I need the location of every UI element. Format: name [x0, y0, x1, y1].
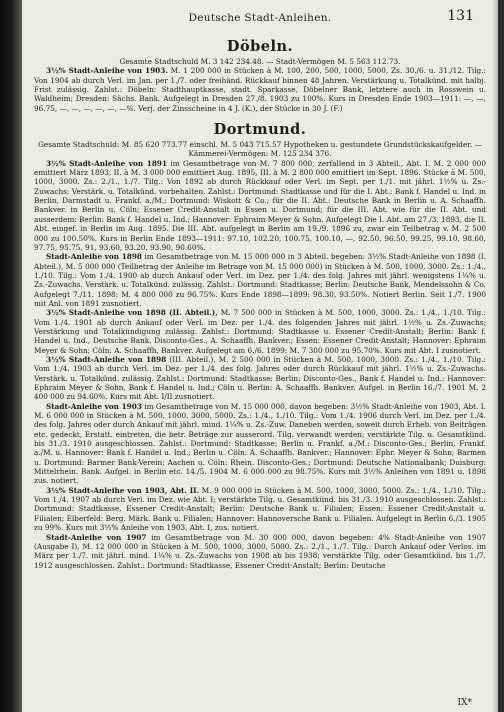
- loan-title: 3½% Stadt-Anleihe von 1898 (II. Abteil.),: [46, 308, 218, 318]
- dortmund-loan-paragraph: [34, 252, 486, 308]
- page-number: 131: [447, 8, 474, 24]
- loan-text: M. 7 500 000 in Stücken à M. 500, 1000, 3000. Zs.: 1./4., 1./10. Tilg.: Vom 1./4. 1901 ab durch Ankauf oder Verl. im Dez. per 1./4. des folgenden Jahres mit jährl. 1½% u. Zs.-Zuwachs; Verstärkung und Totalkündigung zulässig. Zahlst.: Dortmund: Stadtkasse u. Essener Credit-Anstalt; Berlin: Bank f. Handel u. Ind., Deutsche Bank, Disconto-Ges., A. Schaaffh. Bankver.; Essen: Essener Credit-Anstalt; Hannover: Ephraim Meyer & Sohn; Cöln: A. Schaaffh. Bankver. Aufgelegt am 6./6. 1899: M. 7 300 000 zu 95.70%. Kurs mit Abt. I zusnotiert.: [34, 308, 486, 355]
- page-edge-shadow: [492, 0, 498, 712]
- doebeln-summary: Gesamte Stadtschuld M. 3 142 234.48. — Stadt-Vermögen M. 5 563 112.73.: [119, 57, 401, 66]
- loan-title: 3½% Stadt-Anleihe von 1898: [46, 354, 167, 364]
- loan-text: im Gesamtbetrage von M. 15 000 000, davon begeben: 3½% Stadt-Anleihe von 1903, Abt. I. M. 6 000 000 in Stücken à M. 500, 1000, 3000, 5000. Zs.: 1./4., 1./10. Tilg.: Vom 1./4. 1906 durch Verl. im Dez. per 1./4. des folg. Jahres oder durch Ankauf mit jährl. mind. 1¼% u. Zs.-Zuw. Daneben werden, soweit durch Erheb. von Beiträgen etc. gedeckt, Erstatt. eintreten, die betr. Beträge zur ausserord. Tilg. verwandt werden; verstärkte Tilg. u. Gesamtkünd. bis 31./3. 1910 ausgeschlossen. Zahlst.: Dortmund: Stadtkasse; Berlin u. Frankf. a./M.: Disconto-Ges.; Berlin, Frankf. a./M. u. Hannover: Bank f. Handel u. Ind.; Berlin u. Cöln: A. Schaaffh. Bankver.; Hannover: Ephr. Meyer & Sohn; Barmen u. Dortmund: Barmer Bank-Verein; Aachen u. Cöln: Rhein. Disconto-Ges.; Dortmund: Deutsche Nationalbank; Duisburg: Mittelrhein. Bank. Aufgel. in Berlin etc. 14./5. 1904 M. 6 000 000 zu 98.75%. Kurs mit 3½% Anleihen von 1891 u. 1898 zus. notiert.: [34, 401, 486, 486]
- loan-text: im Gesamtbetrage von M. 30 000 000, davon begeben: 4% Stadt-Anleihe von 1907 (Ausgabe I), M. 12 000 000 in Stücken à M. 500, 1000, 3000, 5000. Zs.: 2./1., 1./7. Tilg.: Durch Ankauf oder Verlos. im März per 1./7. mit jährl. mind. 1¼% u. Zs.-Zuwachs von 1908 ab bis 1938; verstärkte Tilg. oder Gesamtkünd. bis 1./7. 1912 ausgeschlossen. Zahlst.: Dortmund: Stadtkasse, Essener Credit-Anstalt; Berlin: Deutsche: [34, 532, 486, 570]
- book-spine-shadow: [0, 0, 22, 712]
- doebeln-loan-paragraph: [34, 66, 486, 113]
- page-content: [34, 38, 486, 570]
- loan-text: im Gesamtbetrage von M. 7 800 000, zerfallend in 3 Abteil., Abt. I. M. 2 000 000 emittiert März 1893, II. à M. 3 000 000 emittiert Aug. 1895, III. à M. 2 800 000 emittiert im Sept. 1896. Stücke à M. 500, 1000, 3000. Zs.: 2./1., 1./7. Tilg.: Von 1892 ab durch Rückkauf oder Verl. im Sept. per 1./1. mit jährl. 1½% u. Zs.-Zuwachs; Verstärk. u. Totalkünd. vorbehalten. Zahlst.: Dortmund: Stadtkasse und für die I. Abt.: Bank f. Handel u. Ind. in Berlin, Darmstadt u. Frankf. a./M.; Dortmund: Wiskott & Co.; für die II. Abt.: Deutsche Bank in Berlin u. A. Schaaffh. Bankver. in Berlin u. Cöln; Essener Credit-Anstalt in Essen u. Dortmund; für die III. Abt. wie für die II. Abt. und ausserdem: Berlin: Bank f. Handel u. Ind.; Hannover: Ephraim Meyer & Sohn. Aufgelegt Die I. Abt. am 27./3. 1893, die II. Abt. eingef. in Berlin im Aug. 1895. Die III. Abt. aufgelegt in Berlin am 19./9. 1896 zu, zwar ein Teilbetrag v. M. 2 500 000 zu 100.50%. Kurs in Berlin Ende 1893—1911: 97.10, 102.20, 100.75, 100.10, —, 92.50, 96.50, 99.25, 99.10, 98.60, 97.75, 95.75, 91, 93.60, 93.20, 93.90, 90.60%.: [34, 158, 486, 252]
- loan-title: Stadt-Anleihe von 1898: [46, 252, 143, 262]
- printer-signature: IX*: [457, 698, 472, 708]
- loan-text: M. 9 000 000 in Stücken à M. 500, 1000, 3000, 5000. Zs.: 1./4., 1./10. Tilg.: Vom 1./4. 1907 ab durch Verl. im Dez. wie Abt. I; verstärkte Tilg. u. Gesamtkünd. bis 31./3. 1910 ausgeschlossen. Zahlst.: Dortmund: Stadtkasse, Essener Credit-Anstalt; Berlin: Deutsche Bank u. Filialen; Essen: Essener Credit-Anstalt u. Filialen; Elberfeld: Berg. Märk. Bank u. Filialen; Hannover: Hannoversche Bank u. Filialen. Aufgelegt in Berlin 6./3. 1905 zu 99%. Kurs mit 3½% Anleihe von 1903, Abt. I, zus. notiert.: [34, 485, 486, 533]
- doebeln-loan-title: 3½% Stadt-Anleihe von 1903.: [46, 66, 168, 76]
- dortmund-loan-paragraph: [34, 402, 486, 486]
- loan-text: im Gesamtbetrage von M. 15 000 000 in 3 Abteil. begeben: 3½% Stadt-Anleihe von 1898 (I. Abteil.), M. 5 000 000 (Teilbetrag der Anleihe im Betrage von M. 15 000 000) in Stücken à M. 500, 1000, 3000. Zs.: 1./4., 1./10. Tilg.: Vom 1./4. 1900 ab durch Ankauf oder Verl. im Dez. per 1./4. des folg. Jahres mit jährl. wenigstens 1¼% u. Zs.-Zuwachs. Verstärk. u. Totalkünd. zulässig. Zahlst.: Dortmund: Stadtkasse; Berlin: Deutsche Bank, Mendelssohn & Co. Aufgelegt 7./11. 1898: M. 4 800 000 zu 96.75%. Kurs Ende 1898—1899: 98.30, 93.50%. Notiert Berlin. Seit 1./7. 1900 mit Anl. von 1891 zusnotiert.: [34, 252, 486, 308]
- loan-title: Stadt-Anleihe von 1907: [46, 532, 147, 542]
- dortmund-summary: Gesamte Stadtschuld: M. 85 620 773.77 einschl. M. 5 043 715.57 Hypotheken u. gestundete Grundstückskaufgelder. — Kämmerei-Vermögen: M. 125 234 376.: [38, 140, 482, 159]
- dortmund-loan-paragraph: [34, 159, 486, 252]
- dortmund-loan-paragraph: [34, 308, 486, 355]
- section-heading-doebeln: Döbeln.: [226, 38, 294, 55]
- loan-title: 3½% Stadt-Anleihe von 1891: [46, 158, 168, 168]
- loan-title: 3½% Stadt-Anleihe von 1903, Abt. II.: [46, 485, 200, 495]
- doebeln-loan-text: M. 1 200 000 in Stücken à M. 100, 200, 500, 1000, 5000, Zs. 30./6. u. 31./12. Tilg.: Von 1904 ab durch Verl. im Jan. per 1./7. oder freihänd. Rückkauf binnen 48 Jahren. Verstärkung u. Totalkünd. mit halbj. Frist zulässig. Zahlst.: Döbeln: Stadthauptkasse, stadt. Sparkasse, Döbelner Bank, letztere auch in Rosswein u. Waldheim; Dresden: Sächs. Bank. Aufgelegt in Dresden 27./8. 1903 zu 100%. Kurs in Dresden Ende 1903—1911: —, —, 96.75, —, —, —, —, —, —%. Verj. der Zinsscheine in 4 J. (K.), der Stücke in 30 J. (F.): [34, 66, 486, 113]
- book-page: [22, 0, 498, 712]
- running-head-title: Deutsche Stadt-Anleihen.: [188, 12, 332, 24]
- dortmund-loan-paragraph: [34, 486, 486, 533]
- loan-text: (III. Abteil.), M. 2 500 000 in Stücken à M. 500, 1000, 3000. Zs.: 1./4., 1./10. Tilg.: Vom 1./4. 1903 ab durch Verl. im Dez. per 1./4. des folg. Jahres oder durch Rückkauf mit jährl. 1½% u. Zs.-Zuwachs. Verstärk. u. Totalkünd. zulässig. Zahlst.: Dortmund: Stadtkasse; Berlin: Disconto-Ges., Bank f. Handel u. Ind.; Hannover: Ephraim Meyer & Sohn, Bank f. Handel u. Ind.; Cöln u. Berlin: A. Schaaffh. Bankver. Aufgel. in Berlin 16./7. 1901 M. 2 400 000 zu 94.60%. Kurs mit Abt. I/II zusnotiert.: [34, 354, 487, 402]
- loan-title: Stadt-Anleihe von 1903: [46, 401, 142, 411]
- section-dortmund: [34, 121, 486, 570]
- dortmund-loan-paragraph: [34, 533, 486, 570]
- section-heading-dortmund: Dortmund.: [213, 121, 307, 139]
- dortmund-loan-paragraph: [34, 355, 486, 402]
- running-head: [22, 8, 498, 30]
- section-doebeln: [34, 38, 486, 113]
